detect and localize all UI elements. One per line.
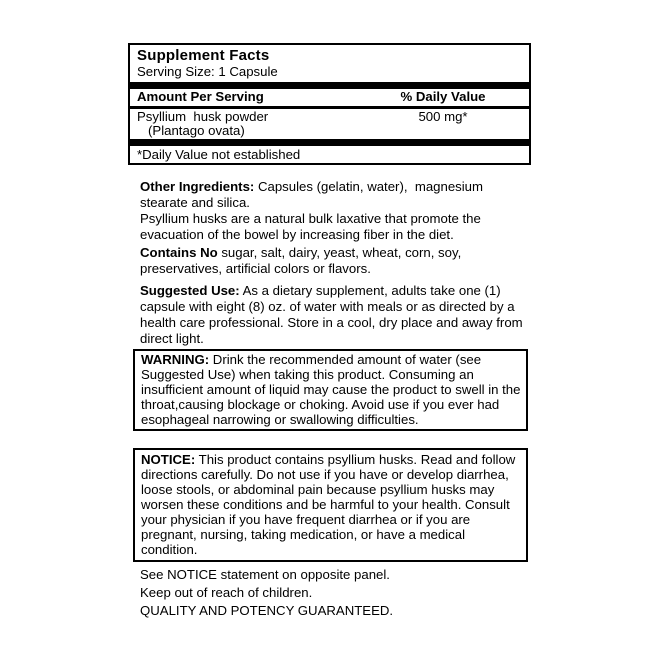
column-header-daily-value: % Daily Value [400, 89, 486, 104]
thick-divider-bottom [130, 139, 529, 146]
footer-keep-out-of-reach: Keep out of reach of children. [140, 585, 313, 600]
ingredient-amount: 500 mg* [418, 109, 468, 124]
label-content [128, 43, 531, 621]
supplement-facts-panel [128, 43, 531, 165]
other-ingredients-label: Other Ingredients: [140, 179, 255, 194]
ingredient-row [130, 109, 529, 139]
other-ingredients-text: Capsules (gelatin, water), magnesium stearate and silica. [140, 179, 487, 210]
panel-header [130, 45, 529, 82]
other-ingredients-paragraph [140, 179, 526, 211]
warning-label: WARNING: [141, 352, 210, 367]
column-header-row [130, 89, 529, 106]
footer-quality-guarantee: QUALITY AND POTENCY GUARANTEED. [140, 603, 394, 618]
notice-box [133, 448, 528, 562]
body-text-block [140, 179, 526, 347]
notice-text: This product contains psyllium husks. Read and follow directions carefully. Do not use if you have or develop diarrhea, loose stools, or abdominal pain because psyllium husks may worsen these conditions and be harmful to your health. Consult your physician if you have frequent diarrhea or if you are pregnant, nursing, taking medication, or have a medical condition. [141, 452, 519, 557]
warning-text: Drink the recommended amount of water (see Suggested Use) when taking this product. Consuming an insufficient amount of liquid may cause the product to swell in the throat,causing blockage or choking. Avoid use if you ever had esophageal narrowing or swallowing difficulties. [141, 352, 525, 427]
suggested-use-paragraph [140, 283, 526, 347]
contains-no-label: Contains No [140, 245, 218, 260]
daily-value-footnote: *Daily Value not established [137, 147, 301, 162]
ingredient-name [137, 110, 268, 138]
thick-divider-top [130, 82, 529, 89]
serving-size-text: Serving Size: 1 Capsule [137, 64, 278, 79]
notice-label: NOTICE: [141, 452, 196, 467]
ingredient-name-line2: (Plantago ovata) [148, 123, 245, 138]
column-header-amount: Amount Per Serving [137, 89, 264, 104]
footer-block [140, 567, 531, 619]
suggested-use-text: As a dietary supplement, adults take one (1) capsule with eight (8) oz. of water with meals or as directed by a health care professional. Store in a cool, dry place and away from direct light. [140, 283, 527, 346]
footer-see-notice: See NOTICE statement on opposite panel. [140, 567, 390, 582]
contains-no-paragraph [140, 245, 526, 277]
ingredient-name-line1: Psyllium husk powder [137, 109, 269, 124]
panel-title: Supplement Facts [137, 47, 270, 64]
warning-box [133, 349, 528, 431]
contains-no-text: sugar, salt, dairy, yeast, wheat, corn, soy, preservatives, artificial colors or flavors. [140, 245, 465, 276]
suggested-use-label: Suggested Use: [140, 283, 240, 298]
description-paragraph: Psyllium husks are a natural bulk laxative that promote the evacuation of the bowel by increasing fiber in the diet. [140, 211, 485, 242]
